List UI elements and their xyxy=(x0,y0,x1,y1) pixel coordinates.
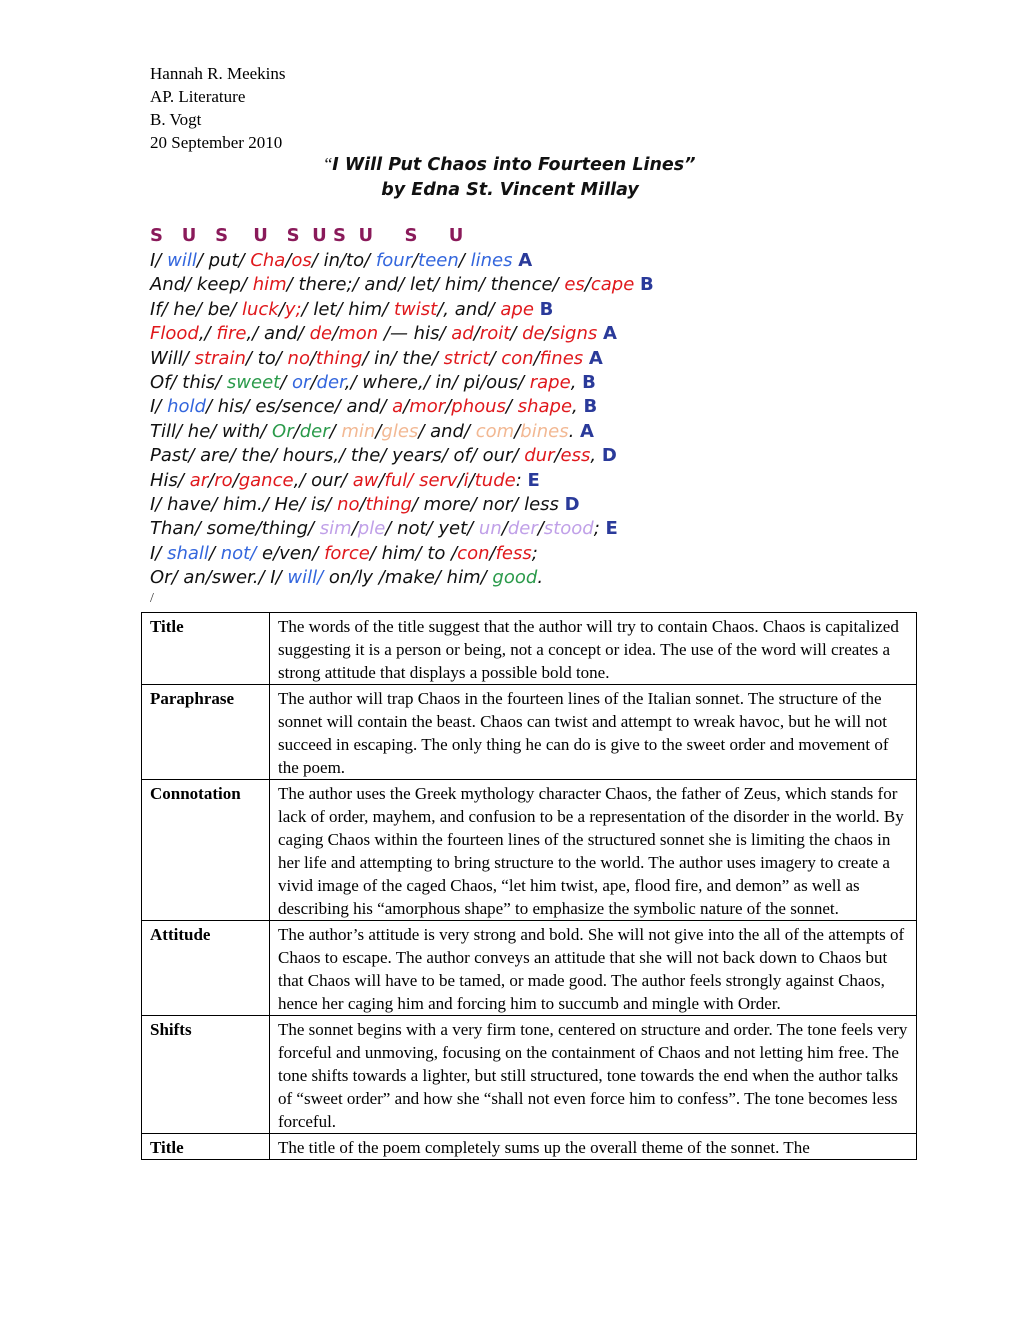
highlighted-syllable: will xyxy=(167,250,197,271)
poem-text-segment: / xyxy=(584,274,591,296)
poem-text-segment: /, and/ xyxy=(437,298,501,320)
highlighted-syllable: ape xyxy=(500,298,534,320)
highlighted-syllable: der xyxy=(507,518,538,540)
highlighted-syllable: will/ xyxy=(287,567,324,589)
highlighted-syllable: sim xyxy=(319,518,352,540)
poem-line xyxy=(150,542,654,566)
analysis-text-content: The author’s attitude is very strong and bold. She will not give into the all of the attempts of Chaos to escape. The author conveys an attitude that she will not back down to Chaos but that Chaos will have to be tamed, or made good. The author feels strongly against Chaos, hence her caging him and forcing him to succumb and mingle with Order. xyxy=(278,925,905,1013)
poem-text-segment: e/ven/ xyxy=(256,542,325,564)
rhyme-scheme-letter: B xyxy=(583,396,598,418)
analysis-label: Title xyxy=(142,613,270,685)
date: 20 September 2010 xyxy=(150,133,283,152)
poem-text-segment: / xyxy=(285,250,292,271)
poem-line xyxy=(150,566,654,590)
poem-line xyxy=(150,444,654,468)
highlighted-syllable: de xyxy=(309,323,333,345)
highlighted-syllable: un xyxy=(478,518,502,540)
analysis-row xyxy=(142,685,917,780)
poem-text-segment: / xyxy=(514,420,521,442)
analysis-label: Paraphrase xyxy=(142,685,270,780)
poem-text-segment: / to/ xyxy=(245,347,288,369)
analysis-text xyxy=(270,613,917,685)
analysis-text xyxy=(270,780,917,921)
poem-text-segment: / xyxy=(332,323,339,345)
highlighted-syllable: strict xyxy=(443,347,490,369)
highlighted-syllable: mor xyxy=(409,396,446,418)
analysis-text-content: The sonnet begins with a very firm tone, centered on structure and order. The tone feels very forceful and unmoving, focusing on the containment of Chaos and not letting him free. The tone shifts towards a lighter, but still structured, tone towards the end when the author talks of “sweet order” and how she “shall not even force him to confess”. The tone becomes less forceful. xyxy=(278,1020,908,1131)
analysis-text-content: The author will trap Chaos in the fourteen lines of the Italian sonnet. The structure of the sonnet will contain the beast. Chaos can twist and attempt to wreak havoc, but he will not succeed in escaping. The only thing he can do is give to the sweet order and movement of the poem. xyxy=(278,689,889,777)
poem-text-segment: I/ xyxy=(150,250,168,271)
highlighted-syllable: shape xyxy=(517,396,573,418)
poem-text-segment: , xyxy=(590,445,602,467)
highlighted-syllable: hold xyxy=(167,396,206,418)
title-text: I Will Put Chaos into Fourteen Lines” xyxy=(332,155,696,175)
highlighted-syllable: ess xyxy=(560,445,591,467)
poem-text-segment: / xyxy=(351,518,358,540)
poem-text-segment: / xyxy=(533,347,540,369)
highlighted-syllable: y; xyxy=(284,298,302,320)
poem-text-segment: / xyxy=(468,469,475,491)
poem-text-segment: / xyxy=(554,445,561,467)
poem-text-segment: / in/ the/ xyxy=(362,347,444,369)
poem-byline: by Edna St. Vincent Millay xyxy=(381,180,639,200)
poem-text-segment: / xyxy=(489,347,502,369)
highlighted-syllable: com xyxy=(475,420,515,442)
poem-text-segment: . xyxy=(537,567,544,589)
analysis-label: Connotation xyxy=(142,780,270,921)
rhyme-scheme-letter: A xyxy=(588,347,603,369)
poem-line xyxy=(150,347,654,371)
poem-text-segment: / xyxy=(293,420,300,442)
poem-line xyxy=(150,469,654,493)
highlighted-syllable: fire xyxy=(216,323,247,345)
analysis-label: Title xyxy=(142,1134,270,1160)
highlighted-syllable: fines xyxy=(539,347,584,369)
poem-line xyxy=(150,517,654,541)
highlighted-syllable: not/ xyxy=(220,542,257,564)
poem-text-segment: I/ xyxy=(150,396,168,418)
highlighted-syllable: strain xyxy=(194,347,246,369)
highlighted-syllable: mon xyxy=(338,323,379,345)
analysis-row xyxy=(142,921,917,1016)
highlighted-syllable: stood xyxy=(543,518,594,540)
highlighted-syllable: lines xyxy=(470,250,513,271)
highlighted-syllable: twist xyxy=(393,298,438,320)
rhyme-scheme-letter: A xyxy=(518,250,533,271)
highlighted-syllable: der xyxy=(316,371,345,393)
highlighted-syllable: fess xyxy=(495,542,532,564)
highlighted-syllable: force xyxy=(324,542,370,564)
teacher-name: B. Vogt xyxy=(150,110,202,129)
rhyme-scheme-letter: B xyxy=(582,371,596,393)
poem-line xyxy=(150,273,654,297)
highlighted-syllable: thing xyxy=(316,347,363,369)
poem-text-segment: / xyxy=(412,250,419,271)
highlighted-syllable: min xyxy=(341,420,376,442)
analysis-text xyxy=(270,921,917,1016)
analysis-text-content: The title of the poem completely sums up the overall theme of the sonnet. The xyxy=(278,1138,810,1157)
poem-text-segment: / xyxy=(537,518,544,540)
highlighted-syllable: or xyxy=(292,371,311,393)
highlighted-syllable: Flood xyxy=(150,323,199,345)
poem-text-segment: / xyxy=(445,396,452,418)
highlighted-syllable: es xyxy=(564,274,585,296)
rhyme-scheme-letter: D xyxy=(601,445,617,467)
poem-text-segment: / xyxy=(278,298,285,320)
highlighted-syllable: shall xyxy=(167,542,209,564)
poem-text-segment: : xyxy=(515,469,528,491)
poem-text-segment: Will/ xyxy=(150,347,195,369)
rhyme-scheme-letter: D xyxy=(564,493,580,515)
poem-text-segment: / xyxy=(232,469,239,491)
highlighted-syllable: Cha xyxy=(250,250,286,271)
poem-line xyxy=(150,395,654,419)
highlighted-syllable: Or xyxy=(272,420,294,442)
poem-text-segment: / xyxy=(309,347,317,369)
poem-text-segment: I/ xyxy=(150,542,168,564)
highlighted-syllable: teen xyxy=(418,250,459,271)
poem-line xyxy=(150,420,654,444)
poem-text-segment: / xyxy=(378,469,385,491)
poem-text-segment: / him/ to / xyxy=(369,542,458,564)
author-name: Hannah R. Meekins xyxy=(150,64,286,83)
highlighted-syllable: good xyxy=(492,567,538,589)
poem-text-segment: Or/ an/swer./ I/ xyxy=(150,567,288,589)
poem-line xyxy=(150,493,654,517)
highlighted-syllable: os xyxy=(291,250,312,271)
poem-text-segment: / xyxy=(489,542,496,564)
poem-text-segment: ,/ and/ xyxy=(246,323,310,345)
poem-text-segment: / and/ xyxy=(418,420,476,442)
highlighted-syllable: ro xyxy=(214,469,233,491)
highlighted-syllable: rape xyxy=(529,371,571,393)
title-open-quote: “ xyxy=(324,154,333,174)
analysis-label: Attitude xyxy=(142,921,270,1016)
highlighted-syllable: ad xyxy=(451,323,474,345)
analysis-text xyxy=(270,685,917,780)
poem-text-segment: / xyxy=(359,493,366,515)
poem-text-segment: ,/ where,/ in/ pi/ous/ xyxy=(344,371,530,393)
highlighted-syllable: ful/ serv xyxy=(384,469,458,491)
rhyme-scheme-letter: A xyxy=(602,323,617,345)
poem-line xyxy=(150,322,654,346)
poem-line xyxy=(150,298,654,322)
highlighted-syllable: der xyxy=(299,420,330,442)
poem-text-segment: / xyxy=(510,323,523,345)
poem-text-segment: / xyxy=(505,396,518,418)
analysis-row xyxy=(142,613,917,685)
analysis-row xyxy=(142,1016,917,1134)
poem-text-segment: / xyxy=(473,323,480,345)
highlighted-syllable: him xyxy=(252,274,287,296)
analysis-row xyxy=(142,780,917,921)
highlighted-syllable: bines xyxy=(520,420,569,442)
highlighted-syllable: roit xyxy=(479,323,511,345)
poem-line xyxy=(150,249,654,273)
poem-text-segment: Of/ this/ xyxy=(150,371,227,393)
highlighted-syllable: signs xyxy=(550,323,598,345)
highlighted-syllable: gance xyxy=(238,469,294,491)
poem-text-segment: /— his/ xyxy=(378,323,452,345)
scansion-marks: S U S U S U S U S U xyxy=(150,225,464,246)
highlighted-syllable: de xyxy=(522,323,545,345)
poem-text xyxy=(150,249,654,590)
analysis-label: Shifts xyxy=(142,1016,270,1134)
highlighted-syllable: ple xyxy=(357,518,386,540)
poem-text-segment: I/ have/ him./ He/ is/ xyxy=(150,493,338,515)
highlighted-syllable: sweet xyxy=(226,371,281,393)
poem-text-segment: / xyxy=(310,371,317,393)
poem-text-segment: Past/ are/ the/ hours,/ the/ years/ of/ our/ xyxy=(150,445,525,467)
highlighted-syllable: luck xyxy=(242,298,279,320)
analysis-text xyxy=(270,1134,917,1160)
highlighted-syllable: tude xyxy=(474,469,516,491)
poem-text-segment: , xyxy=(570,371,583,393)
stray-slash: / xyxy=(150,591,154,606)
poem-text-segment: ,/ our/ xyxy=(293,469,353,491)
poem-text-segment: Till/ he/ with/ xyxy=(150,420,273,442)
highlighted-syllable: no xyxy=(287,347,310,369)
poem-text-segment: His/ xyxy=(150,469,190,491)
poem-text-segment: / xyxy=(501,518,508,540)
poem-text-segment: / put/ xyxy=(196,250,251,271)
highlighted-syllable: no xyxy=(337,493,360,515)
highlighted-syllable: dur xyxy=(524,445,555,467)
poem-text-segment: , xyxy=(572,396,584,418)
rhyme-scheme-letter: B xyxy=(640,274,654,296)
analysis-text-content: The author uses the Greek mythology character Chaos, the father of Zeus, which stands for lack of order, mayhem, and confusion to be a representation of the disorder in the world. By caging Chaos within the fourteen lines of the structured sonnet she is limiting the chaos in her life and attempting to bring structure to the world. The author uses imagery to create a vivid image of the caged Chaos, “let him twist, ape, flood fire, and demon” as well as describing his “amorphous shape” to emphasize the symbolic nature of the sonnet. xyxy=(278,784,904,918)
analysis-table xyxy=(141,612,917,1160)
poem-text-segment: ; xyxy=(593,518,606,540)
poem-text-segment: / let/ him/ xyxy=(301,298,394,320)
poem-text-segment: on/ly /make/ him/ xyxy=(323,567,493,589)
highlighted-syllable: gles xyxy=(381,420,419,442)
poem-text-segment: . xyxy=(568,420,581,442)
poem-text-segment: Than/ some/thing/ xyxy=(150,518,320,540)
course-name: AP. Literature xyxy=(150,87,246,106)
highlighted-syllable: con xyxy=(457,542,490,564)
highlighted-syllable: ar xyxy=(189,469,209,491)
highlighted-syllable: cape xyxy=(590,274,635,296)
rhyme-scheme-letter: E xyxy=(605,518,618,540)
poem-text-segment: And/ keep/ xyxy=(150,274,253,296)
poem-text-segment: / xyxy=(375,420,382,442)
rhyme-scheme-letter: E xyxy=(527,469,540,491)
header-block xyxy=(150,62,286,154)
poem-text-segment: / xyxy=(208,542,221,564)
poem-text-segment: ,/ xyxy=(198,323,217,345)
poem-text-segment: / his/ es/sence/ and/ xyxy=(205,396,393,418)
poem-text-segment: / xyxy=(458,250,471,271)
highlighted-syllable: four xyxy=(375,250,413,271)
highlighted-syllable: phous xyxy=(451,396,506,418)
poem-text-segment: / not/ yet/ xyxy=(385,518,479,540)
poem-text-segment: / xyxy=(403,396,410,418)
highlighted-syllable: aw xyxy=(352,469,379,491)
poem-text-segment: / xyxy=(544,323,551,345)
highlighted-syllable: con xyxy=(501,347,534,369)
poem-text-segment: ; xyxy=(531,542,538,564)
poem-text-segment: / more/ nor/ less xyxy=(411,493,565,515)
poem-text-segment: If/ he/ be/ xyxy=(150,298,242,320)
analysis-text xyxy=(270,1016,917,1134)
analysis-row xyxy=(142,1134,917,1160)
poem-text-segment: / xyxy=(280,371,293,393)
poem-text-segment: / there;/ and/ let/ him/ thence/ xyxy=(286,274,565,296)
poem-text-segment: / xyxy=(208,469,215,491)
highlighted-syllable: i xyxy=(463,469,469,491)
poem-title xyxy=(0,152,1020,177)
rhyme-scheme-letter: B xyxy=(539,298,554,320)
poem-text-segment: / in/to/ xyxy=(311,250,376,271)
poem-line xyxy=(150,371,654,395)
poem-text-segment: / xyxy=(329,420,342,442)
highlighted-syllable: thing xyxy=(365,493,412,515)
highlighted-syllable: a xyxy=(392,396,404,418)
poem-text-segment: / xyxy=(457,469,464,491)
analysis-text-content: The words of the title suggest that the author will try to contain Chaos. Chaos is capitalized suggesting it is a person or being, not a concept or idea. The use of the word will creates a strong attitude that displays a possible bold tone. xyxy=(278,617,899,682)
rhyme-scheme-letter: A xyxy=(580,420,594,442)
